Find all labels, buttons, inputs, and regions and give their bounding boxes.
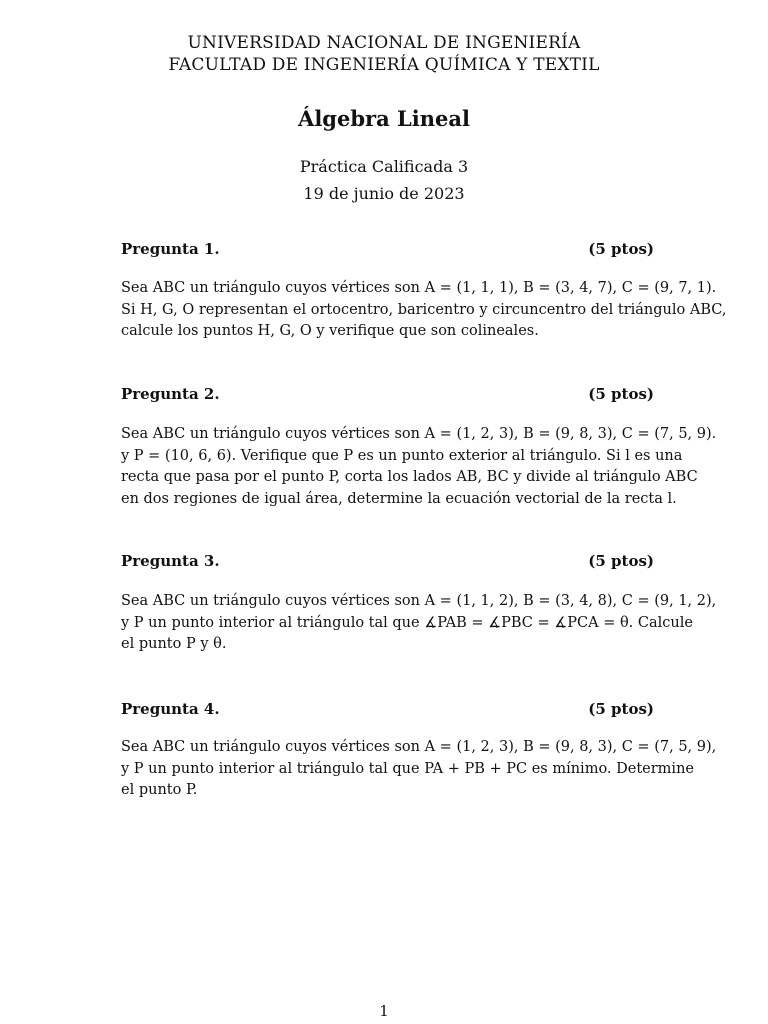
question-label: Pregunta 3. bbox=[121, 552, 220, 570]
university-name: UNIVERSIDAD NACIONAL DE INGENIERÍA bbox=[187, 33, 581, 53]
question-points: (5 ptos) bbox=[588, 240, 654, 258]
question-3-text bbox=[121, 591, 717, 656]
question-text-line: y P un punto interior al triángulo tal que PA + PB + PC es mínimo. Determine bbox=[121, 760, 694, 777]
question-1-header bbox=[121, 240, 654, 262]
question-1-text bbox=[121, 278, 727, 343]
question-text-line: el punto P y θ. bbox=[121, 636, 227, 653]
exam-name: Práctica Calificada 3 bbox=[299, 157, 469, 176]
question-text-line: Sea ABC un triángulo cuyos vértices son A = (1, 1, 1), B = (3, 4, 7), C = (9, 7, 1). bbox=[121, 280, 717, 296]
exam-date: 19 de junio de 2023 bbox=[303, 184, 465, 203]
question-text-line: Si H, G, O representan el ortocentro, baricentro y circuncentro del triángulo ABC, bbox=[121, 301, 727, 318]
question-3-header bbox=[121, 552, 654, 574]
question-2-text bbox=[121, 424, 717, 511]
question-points: (5 ptos) bbox=[588, 700, 654, 718]
question-text-line: Sea ABC un triángulo cuyos vértices son A = (1, 2, 3), B = (9, 8, 3), C = (7, 5, 9), bbox=[121, 739, 717, 755]
question-2-header bbox=[121, 385, 654, 407]
faculty-name: FACULTAD DE INGENIERÍA QUÍMICA Y TEXTIL bbox=[168, 55, 600, 75]
question-text-line: el punto P. bbox=[121, 782, 198, 799]
question-label: Pregunta 2. bbox=[121, 385, 220, 403]
question-text-line: y P = (10, 6, 6). Verifique que P es un punto exterior al triángulo. Si l es una bbox=[121, 447, 683, 464]
question-4-text bbox=[121, 737, 717, 802]
question-text-line: en dos regiones de igual área, determine la ecuación vectorial de la recta l. bbox=[121, 491, 677, 508]
question-text-line: calcule los puntos H, G, O y verifique que son colineales. bbox=[121, 323, 539, 340]
question-label: Pregunta 1. bbox=[121, 240, 220, 258]
page-number: 1 bbox=[379, 1002, 389, 1020]
question-text-line: recta que pasa por el punto P, corta los lados AB, BC y divide al triángulo ABC bbox=[121, 469, 698, 486]
question-text-line: Sea ABC un triángulo cuyos vértices son A = (1, 2, 3), B = (9, 8, 3), C = (7, 5, 9). bbox=[121, 426, 717, 442]
question-text-line: y P un punto interior al triángulo tal que ∡PAB = ∡PBC = ∡PCA = θ. Calcule bbox=[121, 614, 693, 631]
question-text-line: Sea ABC un triángulo cuyos vértices son A = (1, 1, 2), B = (3, 4, 8), C = (9, 1, 2), bbox=[121, 593, 717, 609]
question-points: (5 ptos) bbox=[588, 552, 654, 570]
question-label: Pregunta 4. bbox=[121, 700, 220, 718]
question-points: (5 ptos) bbox=[588, 385, 654, 403]
question-4-header bbox=[121, 700, 654, 722]
course-title: Álgebra Lineal bbox=[298, 106, 470, 131]
